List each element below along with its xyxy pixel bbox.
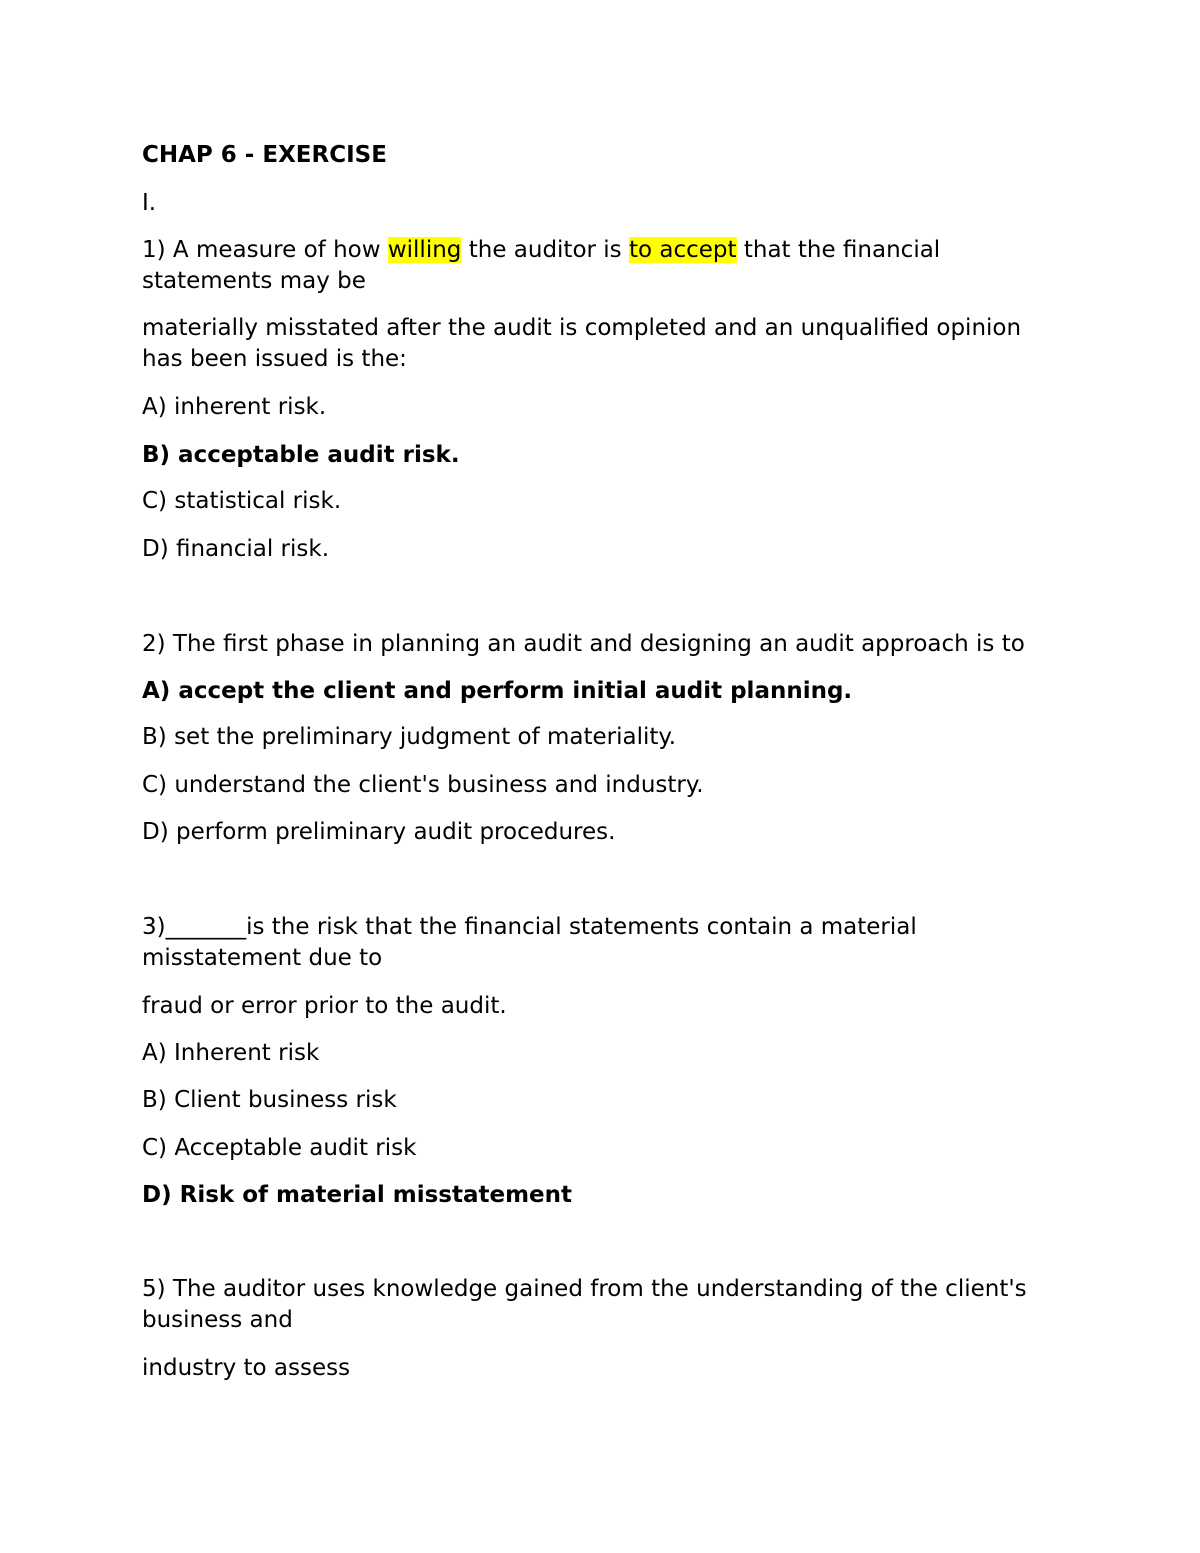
q1-option-d: D) financial risk. <box>142 536 330 562</box>
q3-option-b: B) Client business risk <box>142 1087 397 1113</box>
q3-stem-line1: 3)_______is the risk that the financial statements contain a material <box>142 914 917 940</box>
highlight-willing: willing <box>387 237 462 263</box>
q5-stem-line3: industry to assess <box>142 1355 351 1381</box>
q2-option-c: C) understand the client's business and industry. <box>142 772 704 798</box>
q5-stem-line2: business and <box>142 1307 293 1333</box>
q5-stem-line1: 5) The auditor uses knowledge gained from the understanding of the client's <box>142 1276 1027 1302</box>
q3-option-c: C) Acceptable audit risk <box>142 1135 417 1161</box>
q1-option-b-answer: B) acceptable audit risk. <box>142 442 460 468</box>
q1-stem-line3: materially misstated after the audit is completed and an unqualified opinion <box>142 315 1022 341</box>
q1-stem-text: that the financial <box>736 237 941 263</box>
q1-option-c: C) statistical risk. <box>142 488 342 514</box>
q2-option-d: D) perform preliminary audit procedures. <box>142 819 616 845</box>
q2-stem: 2) The first phase in planning an audit and designing an audit approach is to <box>142 631 1025 657</box>
q1-stem-text: the auditor is <box>461 237 629 263</box>
document-title: CHAP 6 - EXERCISE <box>142 142 387 168</box>
q2-option-a-answer: A) accept the client and perform initial audit planning. <box>142 678 853 704</box>
q2-option-b: B) set the preliminary judgment of materiality. <box>142 724 677 750</box>
q1-stem-text: 1) A measure of how <box>142 237 388 263</box>
q3-option-a: A) Inherent risk <box>142 1040 320 1066</box>
highlight-to-accept: to accept <box>628 237 737 263</box>
section-number: I. <box>142 190 157 216</box>
q1-option-a: A) inherent risk. <box>142 394 327 420</box>
q1-stem-line2: statements may be <box>142 268 366 294</box>
q3-option-d-answer: D) Risk of material misstatement <box>142 1182 573 1208</box>
q3-stem-line2: misstatement due to <box>142 945 383 971</box>
q1-stem-line4: has been issued is the: <box>142 346 407 372</box>
q3-stem-line3: fraud or error prior to the audit. <box>142 993 507 1019</box>
q1-stem-line1 <box>142 235 1072 266</box>
